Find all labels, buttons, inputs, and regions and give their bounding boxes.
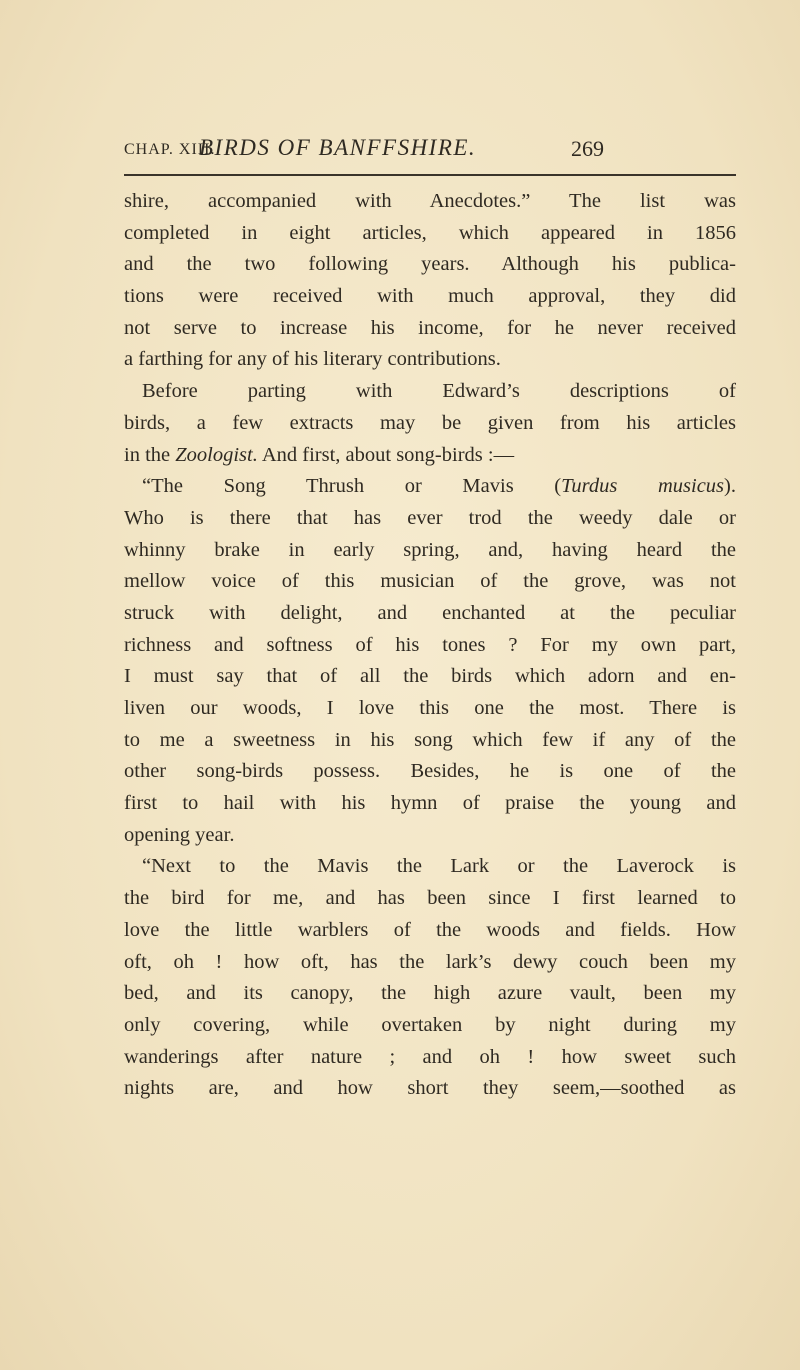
text-run: in the — [124, 443, 176, 466]
header-rule — [124, 174, 736, 176]
text-line: I must say that of all the birds which adorn and en- — [124, 665, 736, 688]
text-line: struck with delight, and enchanted at the peculiar — [124, 601, 736, 624]
text-line: completed in eight articles, which appeared in 1856 — [124, 221, 736, 244]
text-line: love the little warblers of the woods and fields. How — [124, 918, 736, 941]
text-line: whinny brake in early spring, and, having heard the — [124, 538, 736, 561]
body-text — [124, 186, 736, 1105]
text-line: first to hail with his hymn of praise the young and — [124, 792, 736, 815]
text-line: liven our woods, I love this one the most. There is — [124, 697, 736, 719]
species-name: Turdus musicus — [561, 475, 725, 498]
running-title: BIRDS OF BANFFSHIRE. — [199, 135, 477, 160]
text-line: nights are, and how short they seem,—soothed as — [124, 1077, 736, 1100]
text-line: Before parting with Edward’s descriptions of — [142, 380, 736, 403]
text-line: and the two following years. Although his publica- — [124, 253, 736, 276]
chapter-label: CHAP. XIII. — [124, 141, 216, 158]
text-line: wanderings after nature ; and oh ! how sweet such — [124, 1045, 736, 1068]
text-run: “The Song Thrush or Mavis ( — [142, 475, 562, 498]
text-line: to me a sweetness in his song which few if any of the — [124, 728, 736, 751]
text-line: not serve to increase his income, for he never received — [124, 316, 736, 339]
text-line: tions were received with much approval, they did — [124, 285, 736, 308]
text-line: “Next to the Mavis the Lark or the Laverock is — [142, 855, 736, 878]
text-line: richness and softness of his tones ? For my own part, — [124, 633, 736, 656]
text-run: ). — [724, 475, 736, 498]
text-run: And first, about song-birds :— — [257, 443, 515, 466]
text-line: only covering, while overtaken by night during my — [124, 1013, 736, 1036]
text-line: shire, accompanied with Anecdotes.” The list was — [124, 190, 736, 212]
text-line: a farthing for any of his literary contributions. — [124, 348, 501, 371]
text-line: the bird for me, and has been since I first learned to — [124, 887, 736, 910]
text-line: other song-birds possess. Besides, he is one of the — [124, 760, 736, 783]
page-number: 269 — [571, 136, 604, 161]
text-line: birds, a few extracts may be given from his articles — [124, 411, 736, 434]
journal-title: Zoologist. — [175, 443, 258, 466]
text-line: bed, and its canopy, the high azure vault, been my — [124, 982, 736, 1005]
text-line — [124, 440, 736, 472]
text-line: opening year. — [124, 823, 235, 846]
text-line: oft, oh ! how oft, has the lark’s dewy couch been my — [124, 950, 736, 973]
text-line: mellow voice of this musician of the grove, was not — [124, 570, 736, 593]
text-line — [124, 471, 736, 503]
running-header — [124, 135, 604, 175]
text-line: Who is there that has ever trod the weedy dale or — [124, 506, 736, 529]
